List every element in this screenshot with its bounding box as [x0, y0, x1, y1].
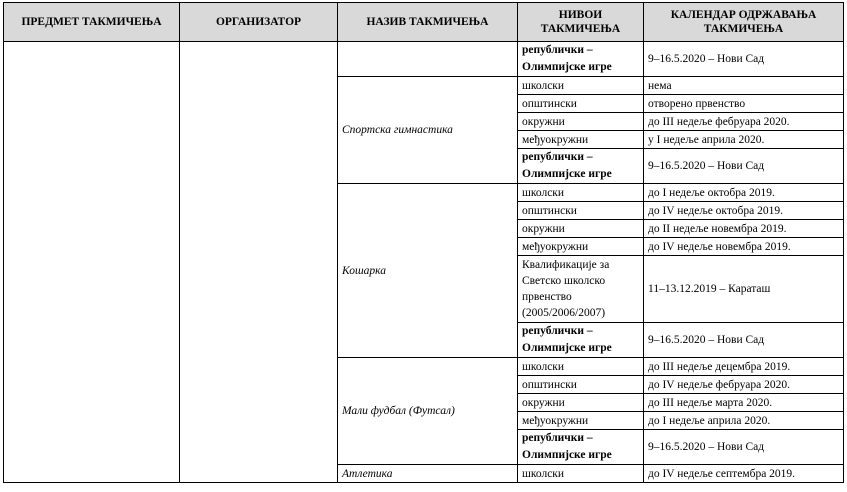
header-name: НАЗИВ ТАКМИЧЕЊА [338, 3, 518, 42]
calendar-cell: до IV недеље септембра 2019. [644, 465, 844, 483]
calendar-cell: у I недеље априла 2020. [644, 131, 844, 149]
table-row [4, 42, 844, 77]
competition-name-athletics: Атлетика [338, 465, 518, 483]
level-cell: републички – Олимпијске игре [518, 323, 644, 358]
header-levels: НИВОИ ТАКМИЧЕЊА [518, 3, 644, 42]
organizer-cell [180, 42, 338, 483]
calendar-cell: 9–16.5.2020 – Нови Сад [644, 323, 844, 358]
calendar-cell: нема [644, 77, 844, 95]
header-organizer: ОРГАНИЗАТОР [180, 3, 338, 42]
level-cell: републички – Олимпијске игре [518, 149, 644, 184]
level-cell: међуокружни [518, 131, 644, 149]
level-cell: општински [518, 376, 644, 394]
calendar-cell: до III недеље марта 2020. [644, 394, 844, 412]
calendar-cell: 11–13.12.2019 – Караташ [644, 256, 844, 323]
calendar-cell: до IV недеље фебруара 2020. [644, 376, 844, 394]
calendar-cell: до III недеље фебруара 2020. [644, 113, 844, 131]
competition-name-gymnastics: Спортска гимнастика [338, 77, 518, 184]
header-subject: ПРЕДМЕТ ТАКМИЧЕЊА [4, 3, 180, 42]
calendar-cell: отворено првенство [644, 95, 844, 113]
level-cell: окружни [518, 394, 644, 412]
calendar-cell: до I недеље октобра 2019. [644, 184, 844, 202]
level-cell: школски [518, 77, 644, 95]
level-cell: општински [518, 202, 644, 220]
competition-name-basketball: Кошарка [338, 184, 518, 358]
level-cell: окружни [518, 220, 644, 238]
level-cell: школски [518, 358, 644, 376]
level-cell: републички – Олимпијске игре [518, 430, 644, 465]
calendar-cell: 9–16.5.2020 – Нови Сад [644, 42, 844, 77]
calendar-cell: до III недеље децембра 2019. [644, 358, 844, 376]
calendar-cell: до II недеље новембра 2019. [644, 220, 844, 238]
level-cell: окружни [518, 113, 644, 131]
calendar-cell: до I недеље априла 2020. [644, 412, 844, 430]
level-cell: међуокружни [518, 238, 644, 256]
header-calendar: КАЛЕНДАР ОДРЖАВАЊА ТАКМИЧЕЊА [644, 3, 844, 42]
calendar-cell: до IV недеље октобра 2019. [644, 202, 844, 220]
level-cell: међуокружни [518, 412, 644, 430]
level-cell: школски [518, 465, 644, 483]
calendar-cell: 9–16.5.2020 – Нови Сад [644, 430, 844, 465]
header-row [4, 3, 844, 42]
subject-cell [4, 42, 180, 483]
competition-name-futsal: Мали фудбал (Футсал) [338, 358, 518, 465]
level-cell: републички – Олимпијске игре [518, 42, 644, 77]
level-cell: Квалификације за Светско школско првенство (2005/2006/2007) [518, 256, 644, 323]
calendar-cell: до IV недеље новембра 2019. [644, 238, 844, 256]
level-cell: општински [518, 95, 644, 113]
calendar-cell: 9–16.5.2020 – Нови Сад [644, 149, 844, 184]
level-cell: школски [518, 184, 644, 202]
competition-table [3, 2, 844, 483]
name-cell [338, 42, 518, 77]
